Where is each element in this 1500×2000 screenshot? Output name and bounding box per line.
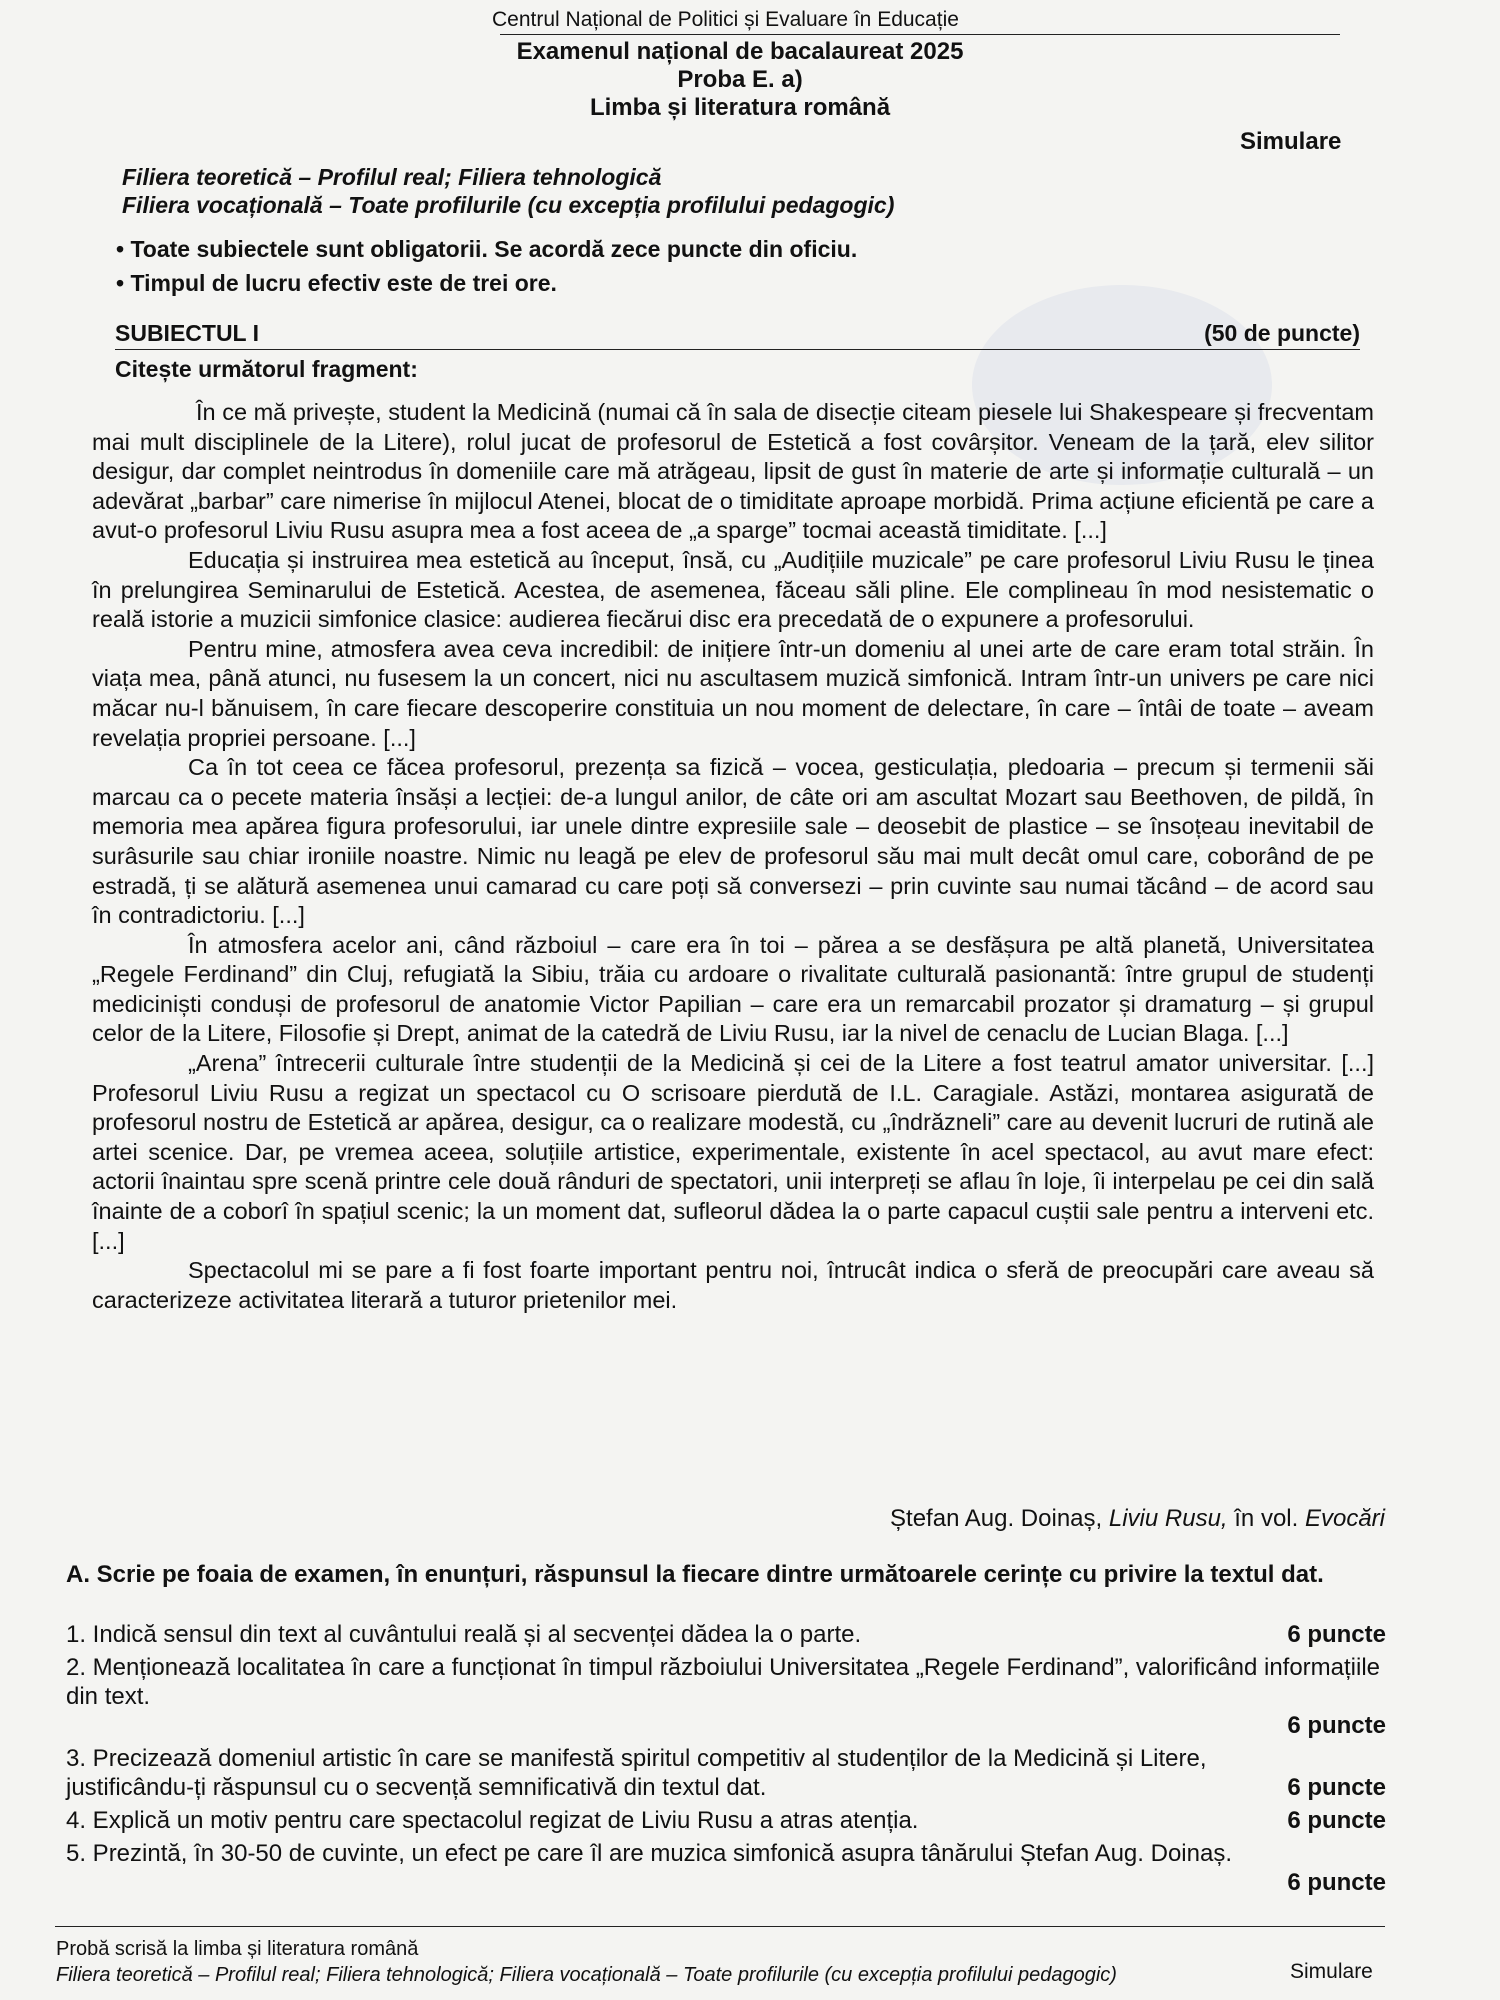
source-in: în vol.: [1234, 1505, 1299, 1532]
footer-divider: [55, 1926, 1385, 1927]
requirement-item: [66, 1806, 1386, 1835]
requirement-text: 5. Prezintă, în 30-50 de cuvinte, un efect pe care îl are muzica simfonică asupra tânărului Ștefan Aug. Doinaș.: [66, 1840, 1232, 1867]
source-volume: Evocări: [1304, 1505, 1385, 1532]
footer-line-2: Filiera teoretică – Profilul real; Filiera tehnologică; Filiera vocațională – Toate profilurile (cu excepția profilului pedagogic): [56, 1964, 1117, 1986]
literary-fragment: [92, 398, 1374, 1315]
requirement-item: [66, 1620, 1386, 1649]
fragment-paragraph: În ce mă privește, student la Medicină (numai că în sala de disecție citeam piesele lui Shakespeare și frecventam mai mult disciplinele de la Litere), rolul jucat de profesorul de Estetică a fost covârșitor. Veneam de la țară, elev silitor desigur, dar complet neintrodus în domeniile care mă atrăgeau, lipsit de gust în materie de arte și informație culturală – un adevărat „barbar” care nimerise în mijlocul Atenei, blocat de o timiditate aproape morbidă. Prima acțiune eficientă pe care a avut-o profesorul Liviu Rusu asupra mea a fost aceea de „a sparge” tocmai această timiditate. [...]: [92, 399, 1374, 544]
source-author: Ștefan Aug. Doinaș,: [890, 1505, 1103, 1532]
requirement-points: 6 puncte: [1287, 1869, 1386, 1896]
footer-simulare: Simulare: [1290, 1960, 1373, 1983]
fragment-paragraph: Spectacolul mi se pare a fi fost foarte important pentru noi, întrucât indica o sferă de preocupări care aveau să caracterizeze activitatea literară a tuturor prietenilor mei.: [92, 1257, 1374, 1313]
reading-instruction: Citește următorul fragment:: [115, 356, 418, 382]
filiera-line-2: Filiera vocațională – Toate profilurile (cu excepția profilului pedagogic): [122, 192, 895, 218]
requirement-points: 6 puncte: [1287, 1807, 1386, 1834]
requirement-points: 6 puncte: [1287, 1774, 1386, 1801]
institution-header: [492, 8, 1340, 35]
requirement-text: 3. Precizează domeniul artistic în care se manifestă spiritul competitiv al studenților de la Medicină și Litere, justificându-ți răspunsul cu o secvență semnificativă din textul dat.: [66, 1745, 1207, 1801]
fragment-source: [890, 1505, 1385, 1533]
requirement-points: 6 puncte: [1287, 1712, 1386, 1739]
footer-line-1: Probă scrisă la limba și literatura română: [56, 1938, 419, 1960]
requirement-text: 4. Explică un motiv pentru care spectacolul regizat de Liviu Rusu a atras atenția.: [66, 1807, 919, 1834]
requirement-item: [66, 1744, 1386, 1802]
exam-title: Examenul național de bacalaureat 2025: [516, 38, 964, 65]
rule-bullet-1: • Toate subiectele sunt obligatorii. Se acordă zece puncte din oficiu.: [116, 236, 858, 262]
requirements-heading: A. Scrie pe foaia de examen, în enunțuri, răspunsul la fiecare dintre următoarele cerințe cu privire la textul dat.: [66, 1561, 1324, 1588]
requirements-list: [66, 1620, 1386, 1901]
rule-bullet-2: • Timpul de lucru efectiv este de trei ore.: [116, 270, 557, 296]
source-title: Liviu Rusu,: [1108, 1505, 1228, 1532]
subiect-header: [115, 320, 1360, 350]
subiect-points: (50 de puncte): [1204, 320, 1360, 346]
requirement-text: 1. Indică sensul din text al cuvântului reală și al secvenței dădea la o parte.: [66, 1621, 862, 1648]
fragment-paragraph: Educația și instruirea mea estetică au început, însă, cu „Audițiile muzicale” pe care profesorul Liviu Rusu le ținea în prelungirea Seminarului de Estetică. Acestea, de asemenea, făceau săli pline. Ele complineau în mod nesistematic o reală istorie a muzicii simfonice clasice: audierea fiecărui disc era precedată de o expunere a profesorului.: [92, 546, 1374, 633]
proba-label: Proba E. a): [677, 66, 803, 93]
fragment-paragraph: Pentru mine, atmosfera avea ceva incredibil: de inițiere într-un domeniu al unei arte de care eram total străin. În viața mea, până atunci, nu fusesem la un concert, nici nu ascultasem muzică simfonică. Intram într-un univers pe care nici măcar nu-l bănuisem, în care fiecare descoperire constituia un nou moment de delectare, în care – întâi de toate – aveam revelația propriei persoane. [...]: [92, 635, 1374, 751]
institution-name: Centrul Național de Politici și Evaluare în Educație: [492, 8, 959, 31]
fragment-paragraph: În atmosfera acelor ani, când războiul – care era în toi – părea a se desfășura pe altă planetă, Universitatea „Regele Ferdinand” din Cluj, refugiată la Sibiu, trăia cu ardoare o rivalitate culturală pasionantă: între grupul de studenți mediciniști conduși de profesorul de anatomie Victor Papilian – care era un remarcabil prozator și dramaturg – și grupul celor de la Litere, Filosofie și Drept, animat de la catedră de Liviu Rusu, iar la nivel de cenaclu de Lucian Blaga. [...]: [92, 931, 1374, 1047]
subiect-title: SUBIECTUL I: [115, 320, 259, 346]
requirement-text: 2. Menționează localitatea în care a funcționat în timpul războiului Universitatea „Regele Ferdinand”, valorificând informațiile din text.: [66, 1654, 1381, 1710]
requirement-item: [66, 1653, 1386, 1740]
fragment-paragraph: Ca în tot ceea ce făcea profesorul, prezența sa fizică – vocea, gesticulația, pledoaria – precum și termenii săi marcau ca o pecete materia însăși a lecției: de-a lungul anilor, de câte ori am ascultat Mozart sau Beethoven, de pildă, în memoria mea apărea figura profesorului, iar unele dintre expresiile sale – deosebit de plastice – se însoțeau inevitabil de surâsurile sau chiar ironiile noastre. Nimic nu leagă pe elev de profesorul său mai mult decât omul care, coborând de pe estradă, ți se alătură asemenea unui camarad cu care poți să conversezi – prin cuvinte sau numai tăcând – de acord sau în contradictoriu. [...]: [92, 754, 1374, 929]
fragment-paragraph: „Arena” întrecerii culturale între studenții de la Medicină și cei de la Litere a fost teatrul amator universitar. [...] Profesorul Liviu Rusu a regizat un spectacol cu O scrisoare pierdută de I.L. Caragiale. Astăzi, montarea asigurată de profesorul nostru de Estetică ar apărea, desigur, ca o realizare modestă, cu „îndrăzneli” care au devenit lucruri de rutină ale artei scenice. Dar, pe vremea aceea, soluțiile artistice, experimentale, existente în acel spectacol, au avut mare efect: actorii înaintau spre scenă printre cele două rânduri de spectatori, unii interpreți se aflau în loje, îi interpelau pe cei din sală înainte de a coborî în spațiul scenic; la un moment dat, sufleorul dădea la o parte capacul cuștii sale pentru a interveni etc. [...]: [92, 1050, 1374, 1254]
simulare-label: Simulare: [1240, 128, 1342, 155]
requirement-item: [66, 1839, 1386, 1897]
filiera-line-1: Filiera teoretică – Profilul real; Filiera tehnologică: [122, 164, 662, 190]
requirement-points: 6 puncte: [1287, 1621, 1386, 1648]
subject-label: Limba și literatura română: [589, 94, 891, 121]
